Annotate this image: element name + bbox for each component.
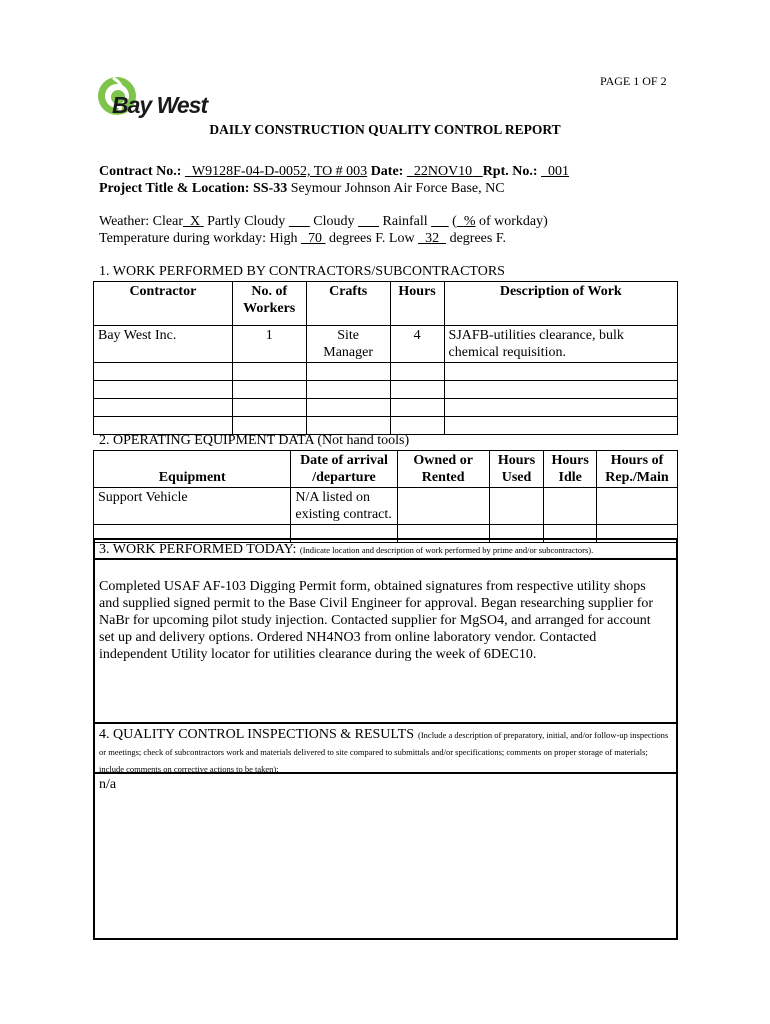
header-hours-rep: Hours of Rep./Main [596, 451, 677, 488]
contract-label: Contract No.: [99, 164, 182, 179]
page-number: PAGE 1 OF 2 [600, 74, 667, 88]
equipment-table [93, 450, 678, 543]
qc-inspections-box [93, 722, 678, 940]
table-row [94, 363, 678, 381]
section2-title: 2. OPERATING EQUIPMENT DATA (Not hand tools) [99, 433, 410, 448]
clear-mark: X [190, 214, 201, 229]
company-logo [95, 72, 225, 122]
table-row [94, 399, 678, 417]
project-code: SS-33 [252, 181, 288, 196]
header-hours-idle: Hours Idle [544, 451, 597, 488]
cell-crafts: Site Manager [306, 326, 390, 363]
cloudy-label: Cloudy [313, 214, 355, 229]
qc-inspections-text: n/a [99, 777, 117, 792]
cell-hours: 4 [390, 326, 444, 363]
report-number: 001 [548, 164, 570, 179]
header-equipment: Equipment [94, 451, 291, 488]
work-today-box [93, 538, 678, 724]
cell-description: SJAFB-utilities clearance, bulk chemical requisition. [444, 326, 677, 363]
contract-number: W9128F-04-D-0052, TO # 003 [191, 164, 368, 179]
work-today-text: Completed USAF AF-103 Digging Permit form, obtained signatures from respective utility shops and supplied signed permit to the Base Civil Engineer for approval. Began researching supplier for NaBr for upcoming pilot study injection. Contacted supplier for MgSO4, and arranged for account set up and delivery options. Ordered NH4NO3 from online laboratory vendor. Contacted independent Utility locator for utilities clearance during the week of 6DEC10. [99, 579, 654, 662]
header-crafts: Crafts [306, 282, 390, 326]
low-unit-label: degrees F. [449, 231, 506, 246]
high-temp: 70 [307, 231, 322, 246]
weather-line [99, 214, 548, 230]
section1-title: 1. WORK PERFORMED BY CONTRACTORS/SUBCONTRACTORS [99, 264, 505, 279]
project-label: Project Title & Location: [99, 181, 250, 196]
section3-note: (Indicate location and description of work performed by prime and/or subcontractors). [299, 545, 594, 555]
rainfall-percent: % [463, 214, 476, 229]
project-location: Seymour Johnson Air Force Base, NC [290, 181, 505, 196]
header-description: Description of Work [444, 282, 677, 326]
report-date: 22NOV10 [413, 164, 473, 179]
section4-header [99, 726, 670, 777]
weather-label: Weather: Clear [99, 214, 183, 229]
section4-note: (Include a description of preparatory, initial, and/or follow-up inspections or meetings; check of subcontractors work and materials delivered to site compared to submittals and/or specifications; comments on proper storage of materials; include comments on corrective actions to be taken): [99, 730, 669, 774]
cell-contractor: Bay West Inc. [94, 326, 233, 363]
contract-line [99, 164, 569, 180]
paren-open: ( [452, 214, 457, 229]
temperature-line [99, 231, 506, 247]
rainfall-label: Rainfall [382, 214, 428, 229]
report-number-label: Rpt. No.: [482, 164, 538, 179]
project-line [99, 181, 505, 197]
work-performed-table [93, 281, 678, 435]
table-row [94, 326, 678, 363]
cell-equipment: Support Vehicle [94, 488, 291, 525]
header-workers: No. of Workers [232, 282, 306, 326]
report-title: DAILY CONSTRUCTION QUALITY CONTROL REPORT [209, 122, 561, 137]
header-contractor: Contractor [94, 282, 233, 326]
table-row [94, 417, 678, 435]
logo-wordmark: Bay West [112, 92, 208, 118]
table-header-row [94, 451, 678, 488]
cell-workers: 1 [232, 326, 306, 363]
header-arrival: Date of arrival /departure [291, 451, 397, 488]
table-header-row [94, 282, 678, 326]
high-unit-label: degrees F. Low [328, 231, 415, 246]
header-hours-used: Hours Used [489, 451, 544, 488]
temperature-label: Temperature during workday: High [99, 231, 298, 246]
date-label: Date: [370, 164, 404, 179]
cell-arrival: N/A listed on existing contract. [291, 488, 397, 525]
section3-header [99, 542, 593, 558]
section3-title: 3. WORK PERFORMED TODAY: [99, 542, 297, 557]
header-owned: Owned or Rented [397, 451, 489, 488]
section4-title: 4. QUALITY CONTROL INSPECTIONS & RESULTS [99, 727, 415, 742]
header-hours: Hours [390, 282, 444, 326]
table-row [94, 488, 678, 525]
low-temp: 32 [425, 231, 440, 246]
partly-cloudy-label: Partly Cloudy [207, 214, 286, 229]
table-row [94, 381, 678, 399]
workday-label: of workday) [478, 214, 548, 229]
